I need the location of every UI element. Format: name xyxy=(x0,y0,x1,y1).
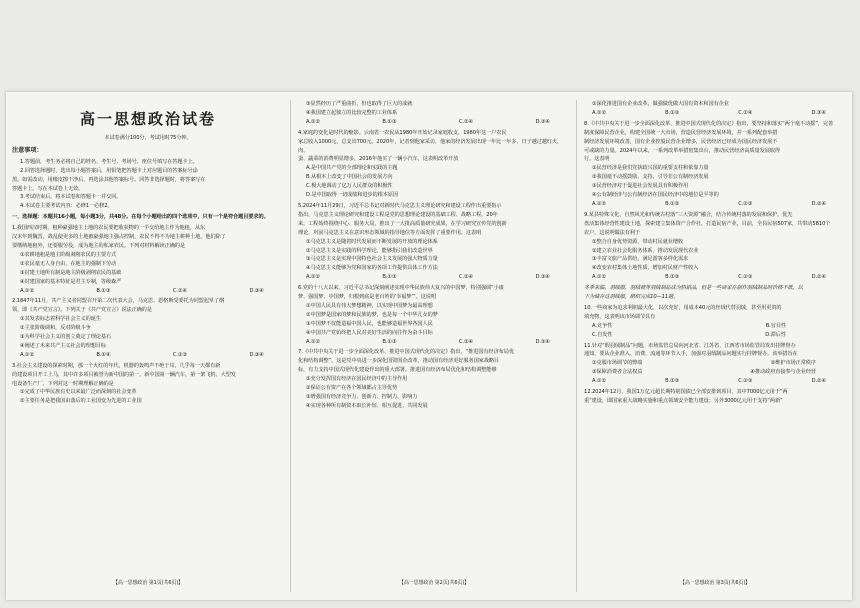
statement: ④封建国家的基本特征是君主专制，等级森严 xyxy=(20,278,122,285)
statement: ①其发表标志着科学社会主义的诞生 xyxy=(20,316,101,323)
question-line: 5.2024年11月29日，习近平总书记对新时代马克思主义理论研究和建设工程作出重要指示 xyxy=(298,202,502,209)
option-line: D.是中国取得一切成绩和进步的根本原因 xyxy=(306,192,398,199)
option-c: C.②③ xyxy=(738,274,753,281)
answer-options xyxy=(12,351,284,360)
question-line: 化和结构调整”。这是党中央进一步深化国资国企改革，推动国有经济更好服务国家战略目 xyxy=(298,358,500,365)
note-line: 下为储存这羽绒服，组织完成10—11题。 xyxy=(584,294,679,301)
notice-list xyxy=(12,158,284,211)
question-line: 1.我国西汉时期，租种豪强地主土地的农民要把收获物的一半交给地主作为地租，从东 xyxy=(12,225,205,232)
option-c: C.②④ xyxy=(172,287,188,294)
statement: ④公有制经济与公有制经济在国民经济中的地位是平等的 xyxy=(592,192,719,199)
notice-line: 1.答题前，考生务必将自己的姓名、考生号、考场号、座位号填写在答题卡上。 xyxy=(20,158,198,165)
option-d: D.③④ xyxy=(811,109,826,116)
question-11 xyxy=(584,342,846,387)
statement: ①充分发挥国有经济在国民经济中的主导作用 xyxy=(306,376,408,383)
question-line: 3.社会主义建设的探索时期，那一个火红的年代，机器的轰鸣声不绝于耳，几乎每一天都有新 xyxy=(12,362,221,369)
option-b: B.盲目性 xyxy=(765,322,786,329)
option-b: B.①③ xyxy=(665,378,680,385)
option-d: D.③④ xyxy=(535,338,550,345)
question-line: 农户，这说明做法有利于 xyxy=(584,229,640,236)
option-d: D.③④ xyxy=(249,287,264,294)
answer-options xyxy=(12,287,284,296)
option-a: A.竞争性 xyxy=(592,322,613,329)
answer-options xyxy=(584,331,846,340)
question-line: 理论，巩固马克思主义在意识形态领域的指导地位等方面发挥了重要作用。这表明 xyxy=(298,229,482,236)
option-d: D.②④ xyxy=(811,274,826,281)
exam-title: 高一思想政治试卷 xyxy=(79,110,216,128)
statement: ②建立农业社会化服务体系，推动发展现代农业 xyxy=(592,247,699,254)
question-line: 重”建设，即国家重大战略实施和重点领域安全能力建设；另外3000亿元用于支持“两新” xyxy=(584,398,783,404)
option-line: C.极大地调动了亿万人民群众的积极性 xyxy=(306,183,393,190)
question-10 xyxy=(584,304,846,340)
question-8 xyxy=(584,120,846,209)
statement: ②主张阶级调和，反对阶级斗争 xyxy=(20,325,91,332)
statement: ①中国人民具有伟大梦想精神，以实现中国梦为最高理想 xyxy=(306,302,433,309)
option-d: D.③④ xyxy=(535,118,550,125)
question-line: 11.针对“假羽绒制品”问题，市场监管总局向河北省、江苏省、江西省市场监管局发出挂牌督办 xyxy=(584,342,796,349)
option-a: A.①② xyxy=(592,274,607,281)
option-c: C.②③ xyxy=(738,378,753,385)
option-d: D.②④ xyxy=(811,378,826,385)
question-3 xyxy=(12,362,284,407)
option-d: D.③④ xyxy=(535,274,550,281)
answer-options xyxy=(298,338,570,347)
statement: ②我国毫不动摇鼓励、支持、引导非公有制经济发展 xyxy=(592,174,709,181)
statement: ①完成了中华民族有史以来最广泛而深刻的社会变革 xyxy=(20,389,137,396)
option-a: A.①② xyxy=(592,200,607,207)
question-line: 电设备生产厂，下列对这一时期理解正确的是 xyxy=(12,380,114,387)
statement: ③丰富文旅产品供给，满足游客多样化需求 xyxy=(592,256,689,263)
option-b: B.①③ xyxy=(382,118,397,125)
option-b: B.①③ xyxy=(665,109,680,116)
question-line: 10.一些商家为追求利润最大化，以次充好，用成本40元的丝绒代替羽绒，甚至用更贵的 xyxy=(584,304,782,311)
exam-subtitle: 本试卷满分100分，考试用时75分钟。 xyxy=(104,135,192,141)
question-line: 蛋、蔬菜的消费明显增多，2016年他买了一辆小汽车，这表明改革开放 xyxy=(298,156,459,163)
question-line: 填充物，这表明该市场调节具有 xyxy=(584,313,656,320)
statement: ①农耕地租是地主阶级剥削农民的主要方式 xyxy=(20,251,117,258)
question-line: 通知，要从企业准入、消费、流通等环节入手，加强对羽绒制品问题实行挂牌督办。该举措旨在 xyxy=(584,351,798,358)
statement: ①整合自身优势资源，带动村民就业增收 xyxy=(592,238,684,245)
question-6 xyxy=(298,284,570,346)
question-line: 领，即《共产党宣言》。下列关于《共产党宣言》说法正确的是 xyxy=(12,307,152,314)
question-9 xyxy=(584,211,846,282)
statement-row xyxy=(584,359,846,368)
option-b: B.①③ xyxy=(665,200,680,207)
option-a: A.①② xyxy=(592,378,607,385)
statement: ④阐述了未来共产主义社会的理想目标 xyxy=(20,342,106,349)
option-d: D.②④ xyxy=(811,200,826,207)
option-d: D.③④ xyxy=(249,351,264,358)
question-line: 家总收入1000元，总支出700元。2020年，记者到他家采访，他家的经济发展出现一年比一年多，日子越过越红火，肉、 xyxy=(298,138,563,154)
question-line: 标，有力支持中国式现代化建设作出的重大部署。推进国有经济布局优化和结构调整能够 xyxy=(298,367,497,374)
notice-line: 2.回答选择题时，选出每小题答案后，用铅笔把答题卡上对应题目的答案标号涂 xyxy=(20,167,198,174)
option-c: C.②④ xyxy=(458,274,474,281)
option-b: B.①③ xyxy=(665,274,680,281)
page-footer: 【高一思想政治 第1页(共6页)】 xyxy=(112,580,184,587)
statement: ③马克思主义是实现中国特色社会主义发展的强大物质力量 xyxy=(306,256,438,263)
question-12 xyxy=(584,388,846,406)
question-2 xyxy=(12,297,284,359)
statement: ③中国梦不仅能造福中国人民，也能够造福世界各国人民 xyxy=(306,320,433,327)
page-1 xyxy=(12,100,284,590)
question-line: 9.某县特殊文化，自然风光和传统古村落“三大资源”融合，结合传统村落的发展和保护，优先 xyxy=(584,211,793,218)
statement: ③为科学社会主义的创立奠定了理论基石 xyxy=(20,334,112,341)
question-line: 的建设项目开工上马，其中许多项目被誉为新中国的第一，新中国第一辆汽车，第一架飞机、大型发 xyxy=(12,371,236,378)
page-footer: 【高一思想政治 第2页(共6页)】 xyxy=(398,580,470,587)
statement: ②主要任务是把我国由落后的工业国变为先进的工业国 xyxy=(20,398,142,405)
statement: ③增强国有经济竞争力、创新力、控制力、影响力 xyxy=(306,394,418,400)
question-line: 7.《中共中央关于进一步全面深化改革、推进中国式现代化的决定》指出，“推进国有经济布局优 xyxy=(298,349,514,356)
column-divider xyxy=(576,100,577,592)
notice-heading: 注意事项： xyxy=(12,146,43,154)
option-c: C.自发性 xyxy=(592,331,613,338)
option-d: D.滞后性 xyxy=(765,331,786,338)
question-line: 要缴纳地租外，还要服劳役，成为地主的私家农民。下列对材料解读正确的是 xyxy=(12,242,185,249)
option-a: A.①② xyxy=(306,338,321,345)
column-divider xyxy=(290,100,291,592)
statement: ①深化推进国有企业改革，做强做优做大国有资本和国有企业 xyxy=(592,101,729,107)
statement: ④我国建立起独立的比较完整的工业体系 xyxy=(306,109,398,116)
answer-options xyxy=(298,273,570,282)
question-line: 梦、强国梦、中国梦，归根到底是老百姓的‘幸福梦’”。这说明 xyxy=(298,294,436,301)
option-line: B.从根本上改变了中国社会的发展方向 xyxy=(306,174,393,181)
statement: ④推动政府直接参与企业经营 xyxy=(750,369,816,376)
option-c: C.②③ xyxy=(172,351,188,358)
statement: ①克服市场调节的弊端 xyxy=(592,360,643,367)
section-heading: 一、选择题：本题共16小题，每小题3分，共48分。在每个小题给出的四个选项中，只有一个是符合题目要求的。 xyxy=(12,214,269,221)
question-line: 12.2024年12月，我国1万亿元超长期特别国债已全部安排到项目，其中7000亿元用于“两 xyxy=(584,389,788,396)
notice-line: 黑。如需改动，用橡皮擦干净后，再选涂其他答案标号。回答非选择题时，将答案写在 xyxy=(12,176,206,183)
statement: ②维护市场正常秩序 xyxy=(770,360,816,367)
option-a: A.①② xyxy=(592,109,607,116)
answer-options xyxy=(584,273,846,282)
question-line: 汉末年到魏晋，战乱使更多的土地被豪强地主强占控制，农民不得不为地主耕种土地，他们除了 xyxy=(12,234,226,241)
statement: ③民营经济对于促进社会发展具有积极作用 xyxy=(592,183,689,190)
question-line: 2.1847年11月，共产主义者同盟召开第二次代表大会，马克思、恩格斯受委托为同盟起草了纲 xyxy=(12,298,225,305)
statement: ④马克思主义能够为党和国家的各项工作提供具体工作方法 xyxy=(306,265,438,272)
material-note xyxy=(584,284,846,302)
question-line: 来，工程始终围绕中心、服务大局，推出了一大批高质量研究成果，在学习研究宣传党的创新 xyxy=(298,220,507,227)
statement: ④中国共产党始终把人民对美好生活的向往作为奋斗目标 xyxy=(306,329,433,336)
statement: ①马克思主义是随着时代发展而不断发展的开放的理论体系 xyxy=(306,238,438,245)
page-3 xyxy=(584,100,846,590)
notice-line: 3.考试结束后，将本试卷和答题卡一并交回。 xyxy=(20,194,122,201)
option-b: B.①③ xyxy=(96,287,111,294)
statement: ②马克思主义是实践的科学理论，能够指引我们改造世界 xyxy=(306,247,433,254)
statement: ②农民毫无人身自由，在地主的强制下劳动 xyxy=(20,260,117,267)
answer-options xyxy=(584,200,846,209)
question-line: 行。这表明 xyxy=(584,156,610,163)
option-a: A.①② xyxy=(20,351,35,358)
question-7 xyxy=(298,348,570,410)
answer-options xyxy=(584,377,846,386)
question-line: 6.党的十八大以来，习近平总书记深刻阐述实现中华民族伟大复兴的中国梦，特别强调“小康 xyxy=(298,285,504,292)
option-c: C.②③ xyxy=(738,200,753,207)
answer-options xyxy=(298,118,570,127)
question-line: 制度保障民营企业，构建全国统一大市场，营造民营经济发展环境，并一系列配套举措 xyxy=(584,129,778,136)
statement: ①民营经济是我们党执政兴国的重要支柱和依靠力量 xyxy=(592,165,709,172)
exam-sheet xyxy=(6,92,852,600)
question-line: 盘活集体经营性建设土地，探索建立集体资产合作社，打造民宿产业，目前，全县民宿507家，共带动5810个 xyxy=(584,220,831,227)
statement: ③显然经历了严重曲折，但也取得了巨大的成就 xyxy=(306,101,413,107)
question-4 xyxy=(298,129,570,200)
option-b: B.①③ xyxy=(382,274,397,281)
page-2 xyxy=(298,100,570,590)
statement: ④改变农村集体土地性质，增加村民财产性收入 xyxy=(592,265,699,272)
statement: ②保证公有资产在各个领域都占主导优势 xyxy=(306,385,398,392)
option-a: A.①② xyxy=(20,287,35,294)
question-5 xyxy=(298,202,570,282)
option-c: C.②④ xyxy=(738,109,753,116)
question-1 xyxy=(12,224,284,295)
answer-options xyxy=(584,322,846,331)
note-line: 冬季来临，羽绒服、羽绒被等羽绒制品成为热销品，但是一些商家在制作羽绒制品时价格不低，以 xyxy=(584,285,803,292)
question-line: 8.《中共中央关于进一步全面深化改革、推进中国式现代化的决定》指出，要坚持和落实“两个毫不动摇”，完善 xyxy=(584,120,834,127)
option-line: A.是中国共产党的全部理论和实践的主题 xyxy=(306,165,398,172)
statement: ④实现各种所有制资本取长补短、相互促进、共同发展 xyxy=(306,402,428,409)
statement: ②中国梦是国家的梦和民族的梦，也是每一个中华儿女的梦 xyxy=(306,311,438,318)
question-line: 4.家庭的变化是时代的缩影。云南省一农民从1980年开始记录家庭收支，1980年这一户农民 xyxy=(298,129,507,136)
option-c: C.②④ xyxy=(458,118,474,125)
option-a: A.①② xyxy=(306,118,321,125)
notice-line: 4.本试卷主要考试内容：必修1一必修2。 xyxy=(20,203,113,210)
statement-row xyxy=(584,368,846,377)
question-line: 可或缺的力量。2024年以来，一系列改革举措密集出台，推动民营经济高质量发展取得 xyxy=(584,147,780,154)
option-c: C.②④ xyxy=(458,338,474,345)
question-line: 指出，马克思主义理论研究和建设工程是党的思想理论建设的基础工程、战略工程。20年 xyxy=(298,211,498,218)
page-footer: 【高一思想政治 第3页(共6页)】 xyxy=(679,580,751,587)
option-b: B.①③ xyxy=(382,338,397,345)
question-line: 制经济发展环境改善，国有企业控股民营企业增多，民营经济已经成为国民经济发展不 xyxy=(584,138,778,145)
statement: ③封建土地所有制是地主阶级剥削农民的基础 xyxy=(20,269,122,276)
statement: ③保障消费者合法权益 xyxy=(592,369,643,376)
notice-line: 答题卡上。写在本试卷上无效。 xyxy=(12,185,84,192)
answer-options xyxy=(584,109,846,118)
option-b: B.①④ xyxy=(96,351,111,358)
option-a: A.①② xyxy=(306,274,321,281)
